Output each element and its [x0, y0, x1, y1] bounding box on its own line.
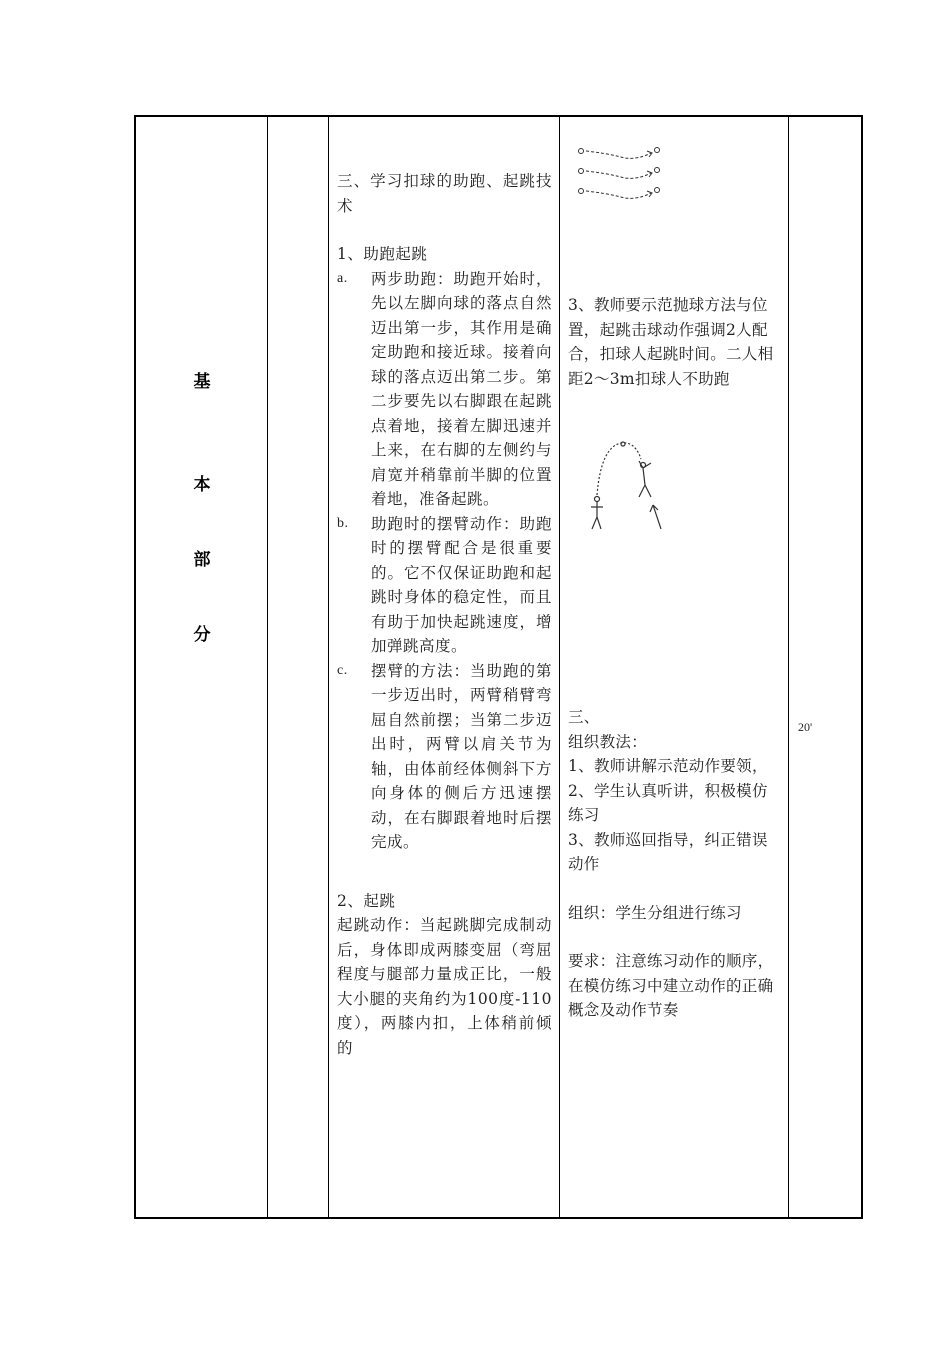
org-line: 3、教师巡回指导，纠正错误动作: [568, 830, 768, 873]
content-heading: 三、学习扣球的助跑、起跳技术: [337, 172, 552, 215]
section-char: 部: [193, 550, 211, 570]
item-marker: a.: [337, 270, 348, 286]
empty-cell: [269, 117, 329, 1217]
approach-run-diagram: [575, 139, 685, 219]
jump-title: 2、起跳: [337, 891, 396, 910]
org-line: 三、: [568, 708, 600, 726]
requirement-text: 要求：注意练习动作的顺序，在模仿练习中建立动作的正确概念及动作节奏: [568, 952, 774, 1019]
time-cell: [790, 117, 863, 1217]
item-text: 摆臂的方法：当助跑的第一步迈出时，两臂稍臂弯屈自然前摆；当第二步迈出时，两臂以肩关节为轴，由体前经体侧斜下方向身体的侧后方迅速摆动，在右脚跟着地时后摆完成。: [371, 661, 552, 851]
section-char: 本: [193, 475, 211, 495]
lesson-table: [134, 115, 863, 1219]
org-line: 1、教师讲解示范动作要领，: [568, 757, 768, 775]
content-item: [337, 512, 552, 659]
item-marker: c.: [337, 662, 348, 678]
item-text: 两步助跑：助跑开始时，先以左脚向球的落点自然迈出第一步，其作用是确定助跑和接近球。接着向球的落点迈出第二步。第二步要先以右脚跟在起跳点着地，接着左脚迅速并上来，在右脚的左侧约与肩宽并稍靠前半脚的位置着地，准备起跳。: [371, 269, 552, 508]
section-char: 分: [193, 625, 211, 645]
content-item: [337, 267, 552, 512]
content-cell: [330, 117, 560, 1217]
org-line: 组织教法：: [568, 732, 648, 751]
section-char: 基: [193, 372, 211, 392]
content-item: [337, 659, 552, 855]
method-cell: [561, 117, 789, 1217]
section-cell: [136, 117, 268, 1217]
item-marker: b.: [337, 515, 349, 531]
demo-instruction: 3、教师要示范抛球方法与位置，起跳击球动作强调2人配合，扣球人起跳时间。二人相距2～3m扣球人不助跑: [568, 296, 774, 388]
jump-text: 起跳动作：当起跳脚完成制动后，身体即成两膝变屈（弯屈程度与腿部力量成正比，一般大小腿的夹角约为100度-110度），两膝内扣，上体稍前倾的: [337, 916, 552, 1057]
toss-spike-diagram: [583, 437, 683, 547]
org-line: 2、学生认真听讲，积极模仿练习: [568, 781, 768, 824]
organization-text: 组织：学生分组进行练习: [568, 903, 742, 922]
item-text: 助跑时的摆臂动作：助跑时的摆臂配合是很重要的。它不仅保证助跑和起跳时身体的稳定性，而且有助于加快起跳速度，增加弹跳高度。: [371, 514, 552, 655]
time-value: 20': [798, 720, 813, 734]
org-method-block: [568, 705, 783, 1023]
approach-title: 1、助跑起跳: [337, 245, 428, 263]
